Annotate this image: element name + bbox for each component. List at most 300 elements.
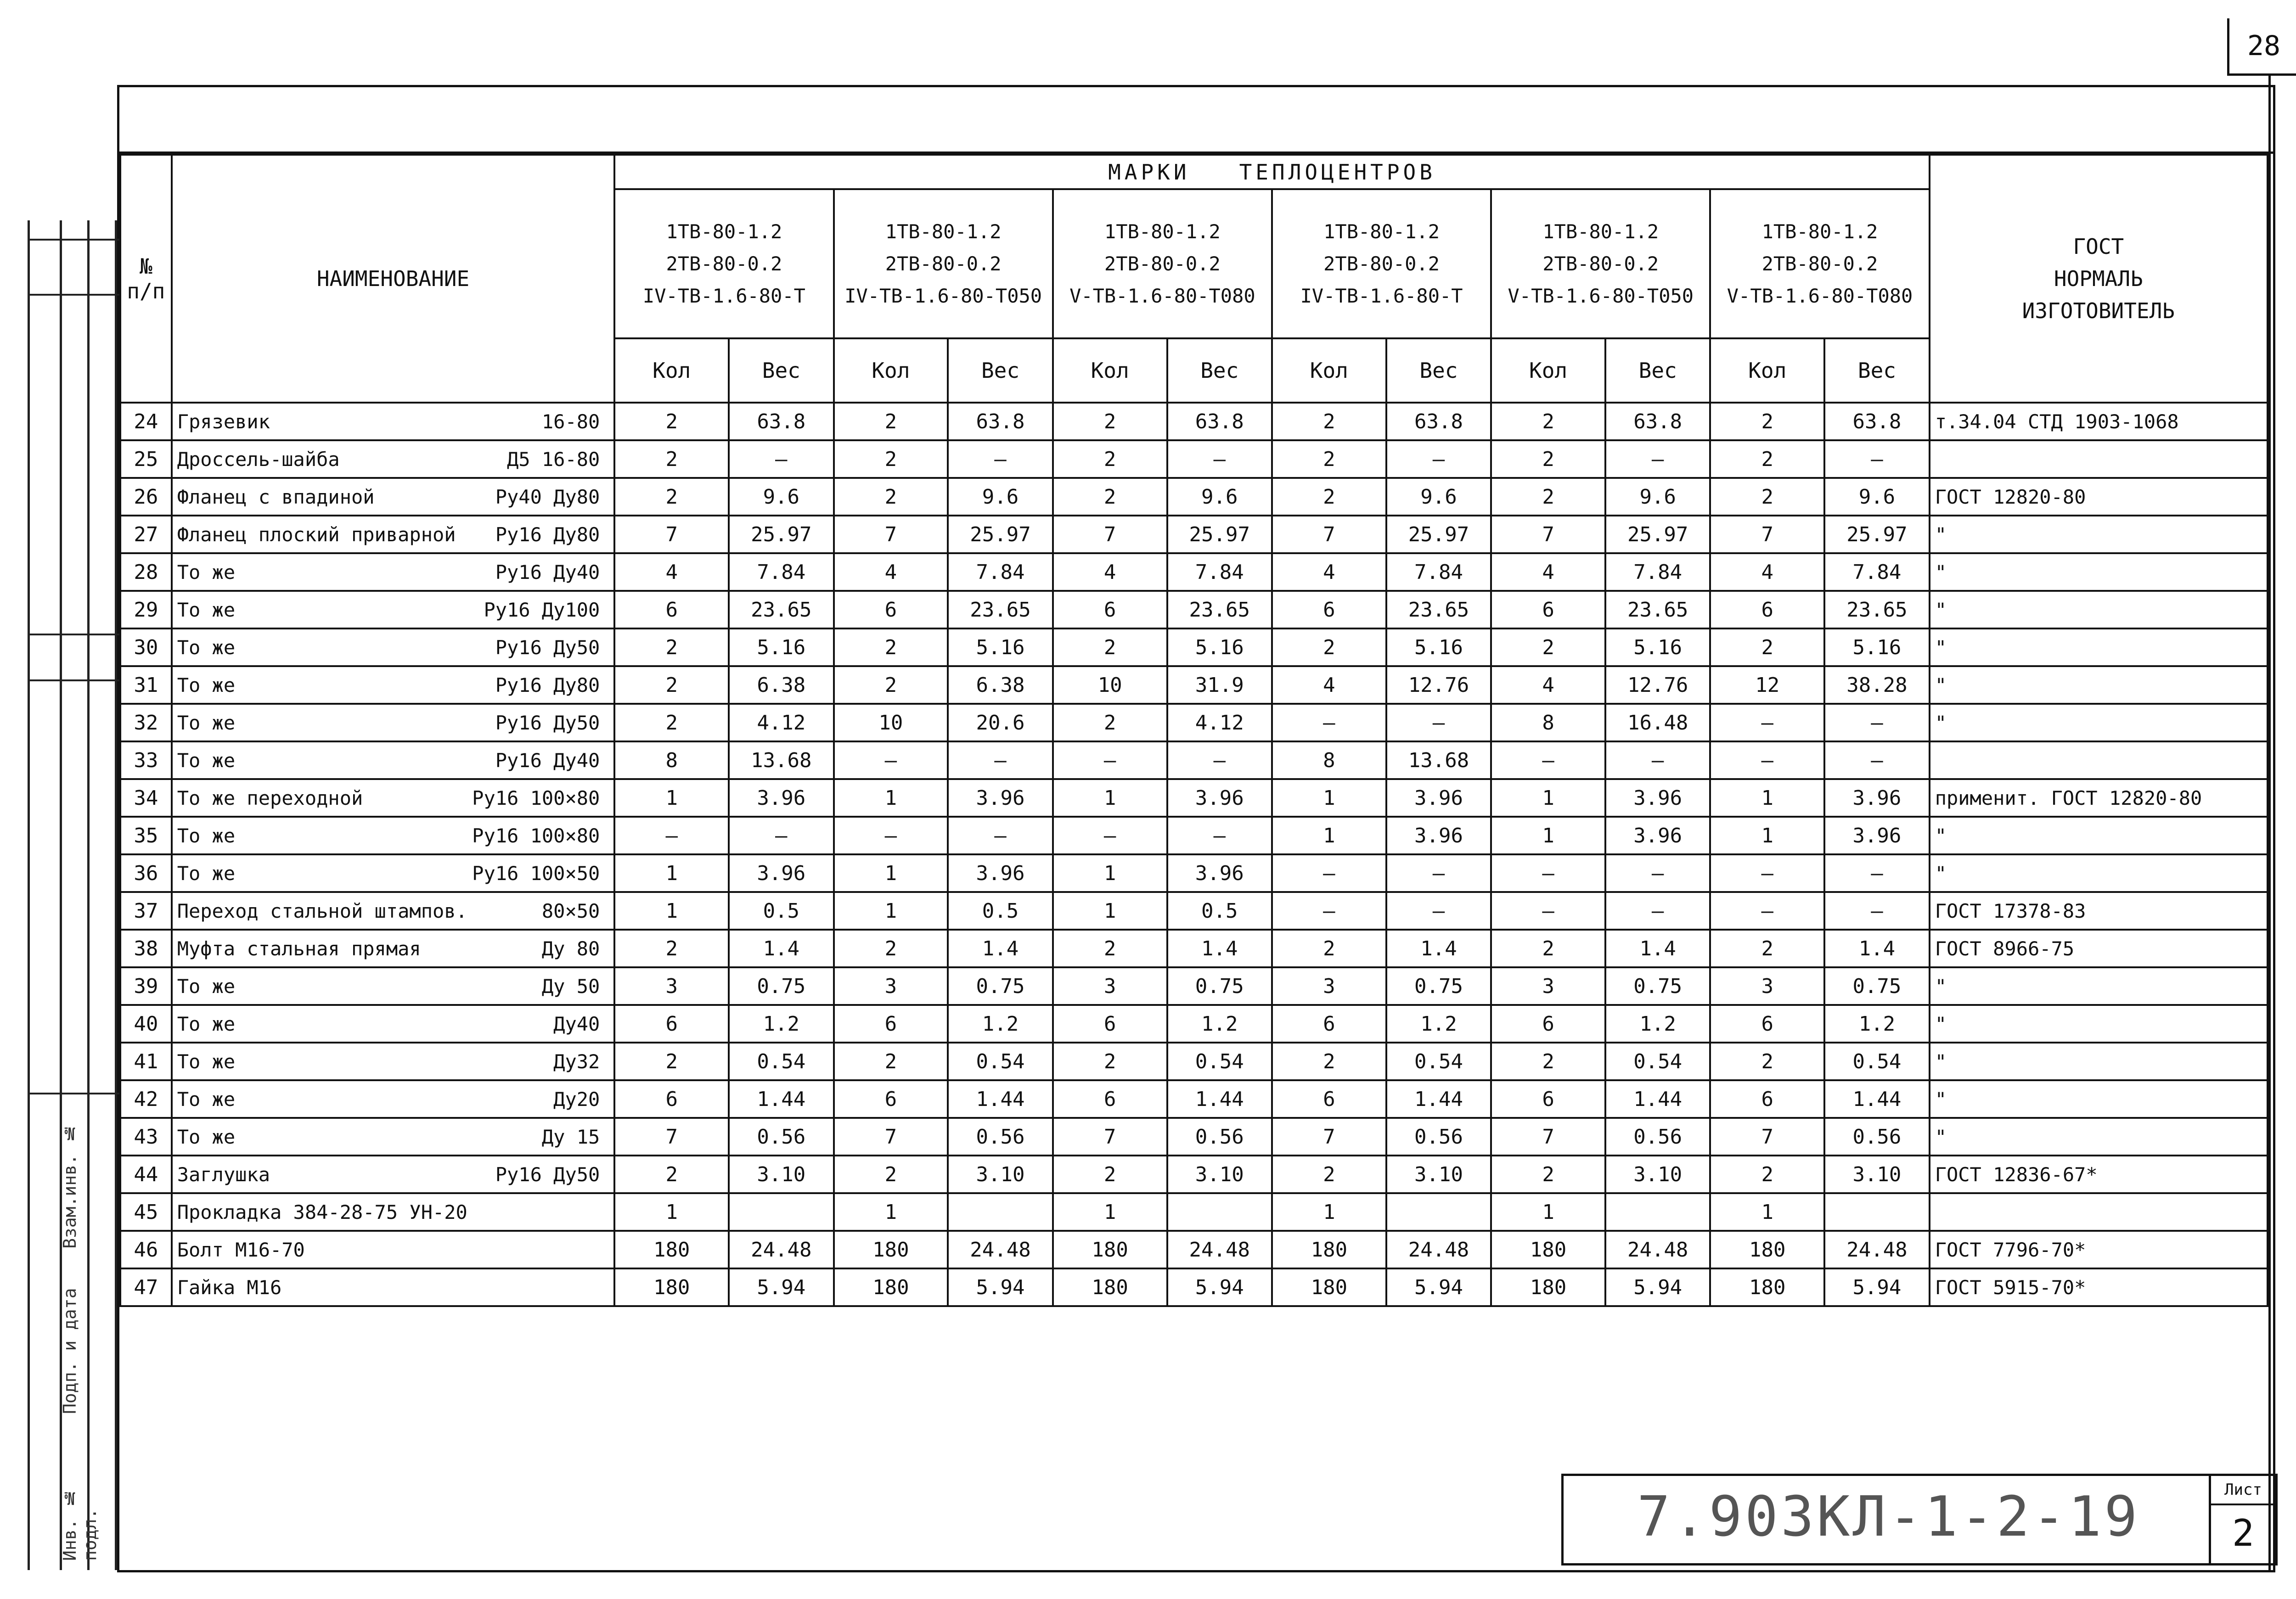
weight-cell: 5.94 [729, 1268, 833, 1306]
weight-cell: — [1824, 892, 1930, 930]
header-name: НАИМЕНОВАНИЕ [172, 155, 615, 403]
qty-cell: 10 [834, 704, 948, 741]
header-qty: Кол [1053, 338, 1167, 403]
weight-cell [948, 1193, 1052, 1231]
weight-cell [1386, 1193, 1491, 1231]
qty-cell: 8 [614, 741, 729, 779]
qty-cell: 1 [1710, 817, 1824, 854]
weight-cell: 63.8 [1605, 403, 1710, 440]
weight-cell: 0.54 [1167, 1043, 1272, 1080]
weight-cell: 5.16 [1824, 628, 1930, 666]
side-label-replace-inv: Взам.инв. № [60, 1123, 80, 1249]
item-name: То же [177, 598, 236, 621]
weight-cell: — [1167, 440, 1272, 478]
row-number: 41 [120, 1043, 172, 1080]
table-row [120, 1193, 2268, 1231]
qty-cell: 2 [1053, 1156, 1167, 1193]
weight-cell: — [1605, 741, 1710, 779]
table-row [120, 403, 2268, 440]
weight-cell: 0.54 [1824, 1043, 1930, 1080]
header-qty: Кол [1710, 338, 1824, 403]
item-size: Д5 16-80 [507, 448, 600, 471]
qty-cell: 1 [834, 854, 948, 892]
weight-cell: 1.2 [1386, 1005, 1491, 1043]
item-size: 16-80 [541, 410, 600, 433]
qty-cell: 2 [1272, 930, 1386, 967]
qty-cell: 2 [1272, 440, 1386, 478]
weight-cell: 1.4 [1605, 930, 1710, 967]
qty-cell: 180 [1710, 1268, 1824, 1306]
row-number: 34 [120, 779, 172, 817]
item-name: Болт М16-70 [177, 1238, 305, 1261]
qty-cell: 7 [1272, 516, 1386, 553]
qty-cell: 180 [1491, 1268, 1605, 1306]
weight-cell: — [1167, 741, 1272, 779]
item-name: То же [177, 561, 236, 583]
qty-cell: — [1272, 854, 1386, 892]
weight-cell: 13.68 [729, 741, 833, 779]
weight-cell: 9.6 [1605, 478, 1710, 516]
qty-cell: 2 [834, 478, 948, 516]
qty-cell: 1 [834, 892, 948, 930]
standard-cell: ГОСТ 17378-83 [1930, 892, 2268, 930]
header-weight: Вес [1386, 338, 1491, 403]
weight-cell: 1.44 [1167, 1080, 1272, 1118]
item-name-cell [172, 892, 615, 930]
qty-cell: 180 [1491, 1231, 1605, 1268]
sheet-number: 2 [2232, 1512, 2255, 1554]
weight-cell: 25.97 [948, 516, 1052, 553]
header-qty: Кол [614, 338, 729, 403]
weight-cell: 5.94 [1386, 1268, 1491, 1306]
weight-cell: 1.2 [1167, 1005, 1272, 1043]
header-qty: Кол [1272, 338, 1386, 403]
qty-cell: 2 [834, 403, 948, 440]
weight-cell [1167, 1193, 1272, 1231]
weight-cell: 1.4 [1386, 930, 1491, 967]
table-row [120, 1043, 2268, 1080]
weight-cell: 1.4 [1167, 930, 1272, 967]
qty-cell: 2 [614, 666, 729, 704]
table-row [120, 1231, 2268, 1268]
weight-cell: 23.65 [1605, 591, 1710, 628]
header-weight: Вес [729, 338, 833, 403]
weight-cell: 63.8 [1386, 403, 1491, 440]
qty-cell: 2 [614, 1043, 729, 1080]
standard-cell: применит. ГОСТ 12820-80 [1930, 779, 2268, 817]
item-size: Ду 15 [541, 1125, 600, 1148]
header-num: № п/п [120, 155, 172, 403]
weight-cell: 3.96 [1167, 779, 1272, 817]
header-group-2: 1ТВ-80-1.2 2ТВ-80-0.2 IV-ТВ-1.6-80-Т050 [834, 189, 1053, 338]
qty-cell: 6 [1491, 1005, 1605, 1043]
weight-cell: 7.84 [1386, 553, 1491, 591]
weight-cell: 24.48 [729, 1231, 833, 1268]
table-row [120, 628, 2268, 666]
header-group-1: 1ТВ-80-1.2 2ТВ-80-0.2 IV-ТВ-1.6-80-Т [614, 189, 833, 338]
item-name-cell [172, 1005, 615, 1043]
row-number: 32 [120, 704, 172, 741]
weight-cell: 3.96 [948, 854, 1052, 892]
weight-cell: 25.97 [1386, 516, 1491, 553]
qty-cell: 3 [1491, 967, 1605, 1005]
item-name-cell [172, 1156, 615, 1193]
row-number: 43 [120, 1118, 172, 1156]
qty-cell: 1 [614, 854, 729, 892]
weight-cell: 3.96 [1386, 817, 1491, 854]
qty-cell: 10 [1053, 666, 1167, 704]
weight-cell: 20.6 [948, 704, 1052, 741]
qty-cell: 4 [1491, 553, 1605, 591]
qty-cell: 180 [614, 1268, 729, 1306]
weight-cell: 9.6 [948, 478, 1052, 516]
qty-cell: — [834, 741, 948, 779]
qty-cell: 1 [1053, 1193, 1167, 1231]
qty-cell: 6 [834, 591, 948, 628]
qty-cell: 6 [614, 1080, 729, 1118]
weight-cell: 9.6 [729, 478, 833, 516]
qty-cell: 7 [1710, 516, 1824, 553]
weight-cell [1824, 1193, 1930, 1231]
header-qty: Кол [1491, 338, 1605, 403]
weight-cell: 1.44 [729, 1080, 833, 1118]
qty-cell: 2 [1491, 628, 1605, 666]
weight-cell: — [1386, 854, 1491, 892]
qty-cell: 2 [1710, 628, 1824, 666]
weight-cell: 0.75 [1167, 967, 1272, 1005]
weight-cell: 1.4 [729, 930, 833, 967]
table-row [120, 553, 2268, 591]
item-name-cell [172, 1268, 615, 1306]
weight-cell: 1.4 [948, 930, 1052, 967]
qty-cell: 2 [1491, 478, 1605, 516]
row-number: 46 [120, 1231, 172, 1268]
qty-cell: 3 [1053, 967, 1167, 1005]
row-number: 29 [120, 591, 172, 628]
qty-cell: — [1710, 704, 1824, 741]
item-name: Фланец с впадиной [177, 485, 375, 508]
qty-cell: 6 [1053, 1005, 1167, 1043]
qty-cell: 1 [1491, 1193, 1605, 1231]
standard-cell: ГОСТ 8966-75 [1930, 930, 2268, 967]
qty-cell: 2 [834, 666, 948, 704]
weight-cell: — [1824, 704, 1930, 741]
item-name-cell [172, 854, 615, 892]
qty-cell: 2 [1272, 1043, 1386, 1080]
item-name: То же [177, 1125, 236, 1148]
weight-cell: 7.84 [1824, 553, 1930, 591]
qty-cell: 2 [1710, 1043, 1824, 1080]
weight-cell: 3.10 [1167, 1156, 1272, 1193]
weight-cell: 23.65 [1167, 591, 1272, 628]
qty-cell: 1 [1710, 779, 1824, 817]
qty-cell: — [1710, 892, 1824, 930]
item-name: Заглушка [177, 1163, 270, 1186]
qty-cell: 4 [1272, 553, 1386, 591]
qty-cell: 2 [1710, 403, 1824, 440]
weight-cell: 9.6 [1167, 478, 1272, 516]
item-name: Дроссель-шайба [177, 448, 340, 471]
item-size: Ру16 100×80 [472, 786, 600, 809]
item-name: Прокладка 384-28-75 УН-20 [177, 1201, 467, 1223]
weight-cell: 0.56 [1605, 1118, 1710, 1156]
qty-cell: 2 [834, 1043, 948, 1080]
item-size: Ру16 Ду40 [495, 749, 600, 772]
weight-cell: 3.10 [1824, 1156, 1930, 1193]
weight-cell: 0.56 [1167, 1118, 1272, 1156]
item-name-cell [172, 1080, 615, 1118]
standard-cell: " [1930, 704, 2268, 741]
frame-right-rule [2268, 73, 2271, 1570]
header-group-3: 1ТВ-80-1.2 2ТВ-80-0.2 V-ТВ-1.6-80-Т080 [1053, 189, 1272, 338]
qty-cell: 2 [1491, 440, 1605, 478]
header-weight: Вес [1605, 338, 1710, 403]
weight-cell: 23.65 [729, 591, 833, 628]
header-marks-title: МАРКИ ТЕПЛОЦЕНТРОВ [614, 155, 1929, 189]
qty-cell: 2 [1053, 440, 1167, 478]
specification-table [119, 154, 2268, 1307]
page-number: 28 [2227, 18, 2296, 76]
item-name: То же [177, 862, 236, 885]
qty-cell: — [1710, 854, 1824, 892]
qty-cell: 6 [614, 1005, 729, 1043]
qty-cell: 4 [1710, 553, 1824, 591]
qty-cell: 2 [834, 930, 948, 967]
item-name: То же [177, 673, 236, 696]
weight-cell: 63.8 [948, 403, 1052, 440]
side-label-inv-original: Инв. № подл. [60, 1488, 100, 1561]
weight-cell: 5.16 [1605, 628, 1710, 666]
qty-cell: — [1272, 704, 1386, 741]
qty-cell: 7 [1491, 516, 1605, 553]
weight-cell: 9.6 [1386, 478, 1491, 516]
weight-cell: — [1824, 440, 1930, 478]
weight-cell: 1.44 [1824, 1080, 1930, 1118]
weight-cell: 0.54 [1386, 1043, 1491, 1080]
weight-cell: 1.2 [1824, 1005, 1930, 1043]
weight-cell: 0.56 [948, 1118, 1052, 1156]
weight-cell: 24.48 [1167, 1231, 1272, 1268]
weight-cell: 0.56 [729, 1118, 833, 1156]
weight-cell: 3.10 [948, 1156, 1052, 1193]
standard-cell: " [1930, 1080, 2268, 1118]
row-number: 38 [120, 930, 172, 967]
row-number: 40 [120, 1005, 172, 1043]
weight-cell: 1.2 [729, 1005, 833, 1043]
weight-cell: 23.65 [948, 591, 1052, 628]
qty-cell: 2 [1272, 478, 1386, 516]
qty-cell: 2 [1710, 1156, 1824, 1193]
item-name: То же [177, 749, 236, 772]
weight-cell: 0.75 [1824, 967, 1930, 1005]
qty-cell: 2 [1491, 403, 1605, 440]
qty-cell: 4 [834, 553, 948, 591]
qty-cell: 1 [614, 892, 729, 930]
weight-cell: 5.94 [1605, 1268, 1710, 1306]
row-number: 33 [120, 741, 172, 779]
qty-cell: 1 [1272, 779, 1386, 817]
weight-cell: 25.97 [1605, 516, 1710, 553]
weight-cell: 23.65 [1824, 591, 1930, 628]
qty-cell: 2 [1053, 704, 1167, 741]
weight-cell [1605, 1193, 1710, 1231]
header-group-5: 1ТВ-80-1.2 2ТВ-80-0.2 V-ТВ-1.6-80-Т050 [1491, 189, 1710, 338]
weight-cell: 7.84 [948, 553, 1052, 591]
row-number: 45 [120, 1193, 172, 1231]
qty-cell: 1 [1272, 817, 1386, 854]
item-size: Ру16 Ду50 [495, 711, 600, 734]
weight-cell: 0.75 [729, 967, 833, 1005]
weight-cell: 0.54 [1605, 1043, 1710, 1080]
qty-cell: 1 [1272, 1193, 1386, 1231]
qty-cell: 12 [1710, 666, 1824, 704]
weight-cell: 3.96 [1824, 817, 1930, 854]
qty-cell: — [1053, 817, 1167, 854]
standard-cell: " [1930, 591, 2268, 628]
weight-cell: 3.10 [729, 1156, 833, 1193]
qty-cell: 6 [614, 591, 729, 628]
qty-cell: 180 [1710, 1231, 1824, 1268]
weight-cell: 1.44 [1386, 1080, 1491, 1118]
item-size: Ду 80 [541, 937, 600, 960]
qty-cell: 180 [1272, 1231, 1386, 1268]
item-name-cell [172, 967, 615, 1005]
item-name-cell [172, 403, 615, 440]
weight-cell: — [1824, 741, 1930, 779]
qty-cell: 1 [1491, 779, 1605, 817]
weight-cell: 3.96 [1386, 779, 1491, 817]
qty-cell: 2 [1272, 628, 1386, 666]
qty-cell: 6 [1710, 591, 1824, 628]
weight-cell: — [729, 817, 833, 854]
standard-cell: " [1930, 628, 2268, 666]
qty-cell: — [1053, 741, 1167, 779]
standard-cell [1930, 741, 2268, 779]
qty-cell: 7 [1272, 1118, 1386, 1156]
item-size: Ру16 Ду50 [495, 1163, 600, 1186]
standard-cell: ГОСТ 12836-67* [1930, 1156, 2268, 1193]
sheet-label: Лист [2211, 1476, 2275, 1505]
qty-cell: 1 [614, 779, 729, 817]
qty-cell: 4 [614, 553, 729, 591]
qty-cell: 7 [1053, 516, 1167, 553]
qty-cell: 4 [1053, 553, 1167, 591]
item-size: Ду20 [553, 1088, 600, 1111]
qty-cell: 1 [834, 779, 948, 817]
weight-cell: 3.96 [1824, 779, 1930, 817]
weight-cell: — [1605, 440, 1710, 478]
table-row [120, 591, 2268, 628]
weight-cell: 12.76 [1605, 666, 1710, 704]
header-standard: ГОСТ НОРМАЛЬ ИЗГОТОВИТЕЛЬ [1930, 155, 2268, 403]
table-row [120, 892, 2268, 930]
header-qty: Кол [834, 338, 948, 403]
item-name-cell [172, 591, 615, 628]
weight-cell: 3.96 [1167, 854, 1272, 892]
item-name-cell [172, 1043, 615, 1080]
standard-cell: " [1930, 553, 2268, 591]
weight-cell: 24.48 [1386, 1231, 1491, 1268]
standard-cell: " [1930, 854, 2268, 892]
standard-cell: ГОСТ 12820-80 [1930, 478, 2268, 516]
item-size: Ду40 [553, 1012, 600, 1035]
qty-cell: — [834, 817, 948, 854]
weight-cell: 3.96 [729, 779, 833, 817]
qty-cell: 7 [1491, 1118, 1605, 1156]
qty-cell: 6 [834, 1080, 948, 1118]
table-row [120, 1005, 2268, 1043]
weight-cell: 24.48 [1824, 1231, 1930, 1268]
qty-cell: 2 [834, 628, 948, 666]
standard-cell: т.34.04 СТД 1903-1068 [1930, 403, 2268, 440]
row-number: 26 [120, 478, 172, 516]
qty-cell: 7 [1710, 1118, 1824, 1156]
weight-cell [729, 1193, 833, 1231]
standard-cell: " [1930, 817, 2268, 854]
qty-cell: 180 [1272, 1268, 1386, 1306]
qty-cell: 6 [1272, 591, 1386, 628]
standard-cell [1930, 1193, 2268, 1231]
weight-cell: 4.12 [1167, 704, 1272, 741]
item-name-cell [172, 1193, 615, 1231]
qty-cell: 6 [1710, 1005, 1824, 1043]
qty-cell: 1 [834, 1193, 948, 1231]
weight-cell: 0.5 [1167, 892, 1272, 930]
item-size: Ру16 Ду80 [495, 523, 600, 546]
item-name: Гайка М16 [177, 1276, 282, 1299]
qty-cell: 2 [1710, 478, 1824, 516]
row-number: 30 [120, 628, 172, 666]
qty-cell: 6 [1272, 1080, 1386, 1118]
qty-cell: — [1491, 892, 1605, 930]
row-number: 24 [120, 403, 172, 440]
weight-cell: 0.5 [948, 892, 1052, 930]
weight-cell: 63.8 [1167, 403, 1272, 440]
table-row [120, 704, 2268, 741]
weight-cell: 63.8 [1824, 403, 1930, 440]
weight-cell: 0.5 [729, 892, 833, 930]
weight-cell: 13.68 [1386, 741, 1491, 779]
qty-cell: 7 [614, 1118, 729, 1156]
item-name: То же [177, 711, 236, 734]
item-name: То же [177, 1012, 236, 1035]
qty-cell: 2 [614, 440, 729, 478]
weight-cell: — [1386, 440, 1491, 478]
qty-cell: 2 [1491, 1156, 1605, 1193]
weight-cell: 7.84 [1167, 553, 1272, 591]
sheet-box [2209, 1476, 2275, 1563]
item-size: Ру40 Ду80 [495, 485, 600, 508]
qty-cell: 2 [834, 440, 948, 478]
item-name-cell [172, 628, 615, 666]
qty-cell: 8 [1272, 741, 1386, 779]
weight-cell: — [1167, 817, 1272, 854]
header-weight: Вес [1824, 338, 1930, 403]
qty-cell: 3 [834, 967, 948, 1005]
weight-cell: 7.84 [1605, 553, 1710, 591]
item-size: Ру16 Ду80 [495, 673, 600, 696]
weight-cell: 5.16 [729, 628, 833, 666]
header-group-6: 1ТВ-80-1.2 2ТВ-80-0.2 V-ТВ-1.6-80-Т080 [1710, 189, 1929, 338]
qty-cell: 1 [1053, 854, 1167, 892]
item-name-cell [172, 440, 615, 478]
table-row [120, 817, 2268, 854]
qty-cell: 2 [1491, 1043, 1605, 1080]
item-name: Грязевик [177, 410, 270, 433]
weight-cell: — [948, 440, 1052, 478]
item-name: То же [177, 824, 236, 847]
qty-cell: 6 [1491, 591, 1605, 628]
